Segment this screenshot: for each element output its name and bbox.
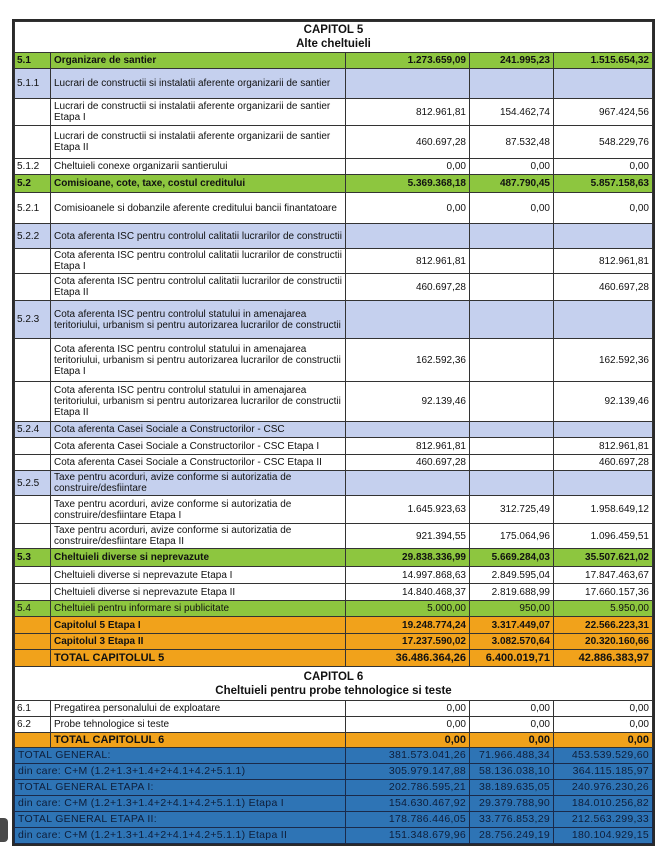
row-value-total bbox=[554, 471, 653, 496]
row-value-total bbox=[554, 69, 653, 99]
row-value-total: 17.660.157,36 bbox=[554, 584, 653, 601]
row-value-2: 487.790,45 bbox=[470, 175, 554, 193]
row-value-2: 241.995,23 bbox=[470, 53, 554, 69]
row-description: Capitolul 5 Etapa I bbox=[51, 617, 346, 634]
row-value-1 bbox=[346, 69, 470, 99]
chapter6-subtitle: Cheltuieli pentru probe tehnologice si teste bbox=[215, 684, 452, 697]
row-code: 5.2 bbox=[15, 175, 51, 193]
row-value-1: 0,00 bbox=[346, 193, 470, 224]
grand-total-value-total: 453.539.529,60 bbox=[554, 748, 653, 764]
row-code bbox=[15, 382, 51, 422]
row-description: Organizare de santier bbox=[51, 53, 346, 69]
row-value-1 bbox=[346, 422, 470, 438]
row-description: Cheltuieli diverse si neprevazute bbox=[51, 549, 346, 567]
chapter6-header bbox=[15, 667, 653, 701]
table-row bbox=[15, 701, 653, 717]
row-value-1: 921.394,55 bbox=[346, 524, 470, 549]
row-value-total: 548.229,76 bbox=[554, 126, 653, 159]
row-value-2: 0,00 bbox=[470, 733, 554, 748]
grand-total-value-2: 28.756.249,19 bbox=[470, 828, 554, 844]
row-code: 6.2 bbox=[15, 717, 51, 733]
row-value-total: 162.592,36 bbox=[554, 339, 653, 382]
row-description: Cota aferenta Casei Sociale a Constructorilor - CSC bbox=[51, 422, 346, 438]
grand-total-label: din care: C+M (1.2+1.3+1.4+2+4.1+4.2+5.1.1) bbox=[15, 764, 346, 780]
row-value-1: 162.592,36 bbox=[346, 339, 470, 382]
row-value-1: 812.961,81 bbox=[346, 249, 470, 274]
row-value-total: 42.886.383,97 bbox=[554, 650, 653, 667]
table-row bbox=[15, 438, 653, 455]
row-description: Cheltuieli diverse si neprevazute Etapa II bbox=[51, 584, 346, 601]
scan-edge-tab bbox=[0, 818, 8, 842]
row-value-2 bbox=[470, 455, 554, 471]
row-value-total: 812.961,81 bbox=[554, 249, 653, 274]
row-value-total: 20.320.160,66 bbox=[554, 634, 653, 650]
table-row bbox=[15, 650, 653, 667]
row-value-total: 5.950,00 bbox=[554, 601, 653, 617]
row-value-1: 0,00 bbox=[346, 701, 470, 717]
grand-total-row bbox=[15, 748, 653, 764]
grand-total-value-2: 38.189.635,05 bbox=[470, 780, 554, 796]
row-description: Cota aferenta ISC pentru controlul calitatii lucrarilor de constructii Etapa II bbox=[51, 274, 346, 301]
row-code: 5.2.3 bbox=[15, 301, 51, 339]
table-row bbox=[15, 175, 653, 193]
row-value-1: 14.840.468,37 bbox=[346, 584, 470, 601]
row-description: Cheltuieli conexe organizarii santierului bbox=[51, 159, 346, 175]
table-row bbox=[15, 524, 653, 549]
budget-table bbox=[14, 21, 653, 844]
row-value-total bbox=[554, 422, 653, 438]
row-description: Cota aferenta ISC pentru controlul calitatii lucrarilor de constructii bbox=[51, 224, 346, 249]
row-code bbox=[15, 455, 51, 471]
row-description: Taxe pentru acorduri, avize conforme si autorizatia de construire/desfiintare bbox=[51, 471, 346, 496]
row-description: Cota aferenta ISC pentru controlul statului in amenajarea teritoriului, urbanism si pentru autorizarea lucrarilor de constructii Etapa I bbox=[51, 339, 346, 382]
row-value-total: 22.566.223,31 bbox=[554, 617, 653, 634]
row-value-2: 950,00 bbox=[470, 601, 554, 617]
row-value-2: 175.064,96 bbox=[470, 524, 554, 549]
table-row bbox=[15, 455, 653, 471]
table-row bbox=[15, 717, 653, 733]
row-value-1: 460.697,28 bbox=[346, 126, 470, 159]
grand-total-value-2: 29.379.788,90 bbox=[470, 796, 554, 812]
chapter5-header bbox=[15, 22, 653, 53]
row-value-2: 2.819.688,99 bbox=[470, 584, 554, 601]
grand-total-value-1: 202.786.595,21 bbox=[346, 780, 470, 796]
row-value-1: 460.697,28 bbox=[346, 455, 470, 471]
table-row bbox=[15, 193, 653, 224]
table-row bbox=[15, 549, 653, 567]
grand-total-label: TOTAL GENERAL ETAPA II: bbox=[15, 812, 346, 828]
grand-total-value-1: 151.348.679,96 bbox=[346, 828, 470, 844]
grand-total-value-1: 381.573.041,26 bbox=[346, 748, 470, 764]
row-value-1: 1.645.923,63 bbox=[346, 496, 470, 524]
grand-total-label: TOTAL GENERAL ETAPA I: bbox=[15, 780, 346, 796]
table-row bbox=[15, 339, 653, 382]
row-value-total: 17.847.463,67 bbox=[554, 567, 653, 584]
budget-sheet bbox=[12, 19, 655, 846]
row-code: 5.1 bbox=[15, 53, 51, 69]
row-value-2: 0,00 bbox=[470, 193, 554, 224]
row-code bbox=[15, 99, 51, 126]
row-value-2: 0,00 bbox=[470, 159, 554, 175]
row-code bbox=[15, 496, 51, 524]
row-code: 5.3 bbox=[15, 549, 51, 567]
row-code bbox=[15, 249, 51, 274]
row-description: Taxe pentru acorduri, avize conforme si autorizatia de construire/desfiintare Etapa I bbox=[51, 496, 346, 524]
row-value-total: 5.857.158,63 bbox=[554, 175, 653, 193]
row-description: TOTAL CAPITOLUL 5 bbox=[51, 650, 346, 667]
row-description: Cota aferenta ISC pentru controlul calitatii lucrarilor de constructii Etapa I bbox=[51, 249, 346, 274]
row-code bbox=[15, 339, 51, 382]
table-row bbox=[15, 301, 653, 339]
row-value-1: 29.838.336,99 bbox=[346, 549, 470, 567]
row-description: Probe tehnologice si teste bbox=[51, 717, 346, 733]
table-row bbox=[15, 601, 653, 617]
grand-total-value-total: 240.976.230,26 bbox=[554, 780, 653, 796]
table-row bbox=[15, 496, 653, 524]
table-row bbox=[15, 584, 653, 601]
table-row bbox=[15, 733, 653, 748]
row-value-1: 812.961,81 bbox=[346, 99, 470, 126]
row-value-total: 460.697,28 bbox=[554, 455, 653, 471]
table-row bbox=[15, 634, 653, 650]
row-value-2 bbox=[470, 249, 554, 274]
row-value-total bbox=[554, 301, 653, 339]
row-value-1: 36.486.364,26 bbox=[346, 650, 470, 667]
row-value-total: 1.515.654,32 bbox=[554, 53, 653, 69]
row-value-2 bbox=[470, 438, 554, 455]
row-value-2: 3.082.570,64 bbox=[470, 634, 554, 650]
row-description: Cota aferenta ISC pentru controlul statului in amenajarea teritoriului, urbanism si pentru autorizarea lucrarilor de constructii Etapa II bbox=[51, 382, 346, 422]
row-value-1: 460.697,28 bbox=[346, 274, 470, 301]
row-value-total: 967.424,56 bbox=[554, 99, 653, 126]
row-value-total: 92.139,46 bbox=[554, 382, 653, 422]
row-value-2 bbox=[470, 422, 554, 438]
row-value-1: 812.961,81 bbox=[346, 438, 470, 455]
row-description: Cheltuieli pentru informare si publicitate bbox=[51, 601, 346, 617]
row-value-total: 0,00 bbox=[554, 193, 653, 224]
row-code: 5.2.1 bbox=[15, 193, 51, 224]
row-code: 5.2.2 bbox=[15, 224, 51, 249]
grand-total-value-2: 71.966.488,34 bbox=[470, 748, 554, 764]
grand-total-label: TOTAL GENERAL: bbox=[15, 748, 346, 764]
row-description: TOTAL CAPITOLUL 6 bbox=[51, 733, 346, 748]
table-row bbox=[15, 617, 653, 634]
row-value-total bbox=[554, 224, 653, 249]
row-code: 6.1 bbox=[15, 701, 51, 717]
row-code bbox=[15, 126, 51, 159]
grand-total-value-total: 212.563.299,33 bbox=[554, 812, 653, 828]
row-value-2: 312.725,49 bbox=[470, 496, 554, 524]
row-value-2 bbox=[470, 69, 554, 99]
row-value-1: 0,00 bbox=[346, 717, 470, 733]
row-value-2: 154.462,74 bbox=[470, 99, 554, 126]
row-value-total: 0,00 bbox=[554, 717, 653, 733]
grand-total-value-2: 58.136.038,10 bbox=[470, 764, 554, 780]
table-row bbox=[15, 471, 653, 496]
row-code bbox=[15, 274, 51, 301]
row-description: Cota aferenta Casei Sociale a Constructorilor - CSC Etapa I bbox=[51, 438, 346, 455]
row-code: 5.2.4 bbox=[15, 422, 51, 438]
table-row bbox=[15, 126, 653, 159]
row-value-2 bbox=[470, 274, 554, 301]
table-row bbox=[15, 249, 653, 274]
row-value-1: 5.369.368,18 bbox=[346, 175, 470, 193]
row-value-1: 17.237.590,02 bbox=[346, 634, 470, 650]
row-code bbox=[15, 733, 51, 748]
row-value-2 bbox=[470, 339, 554, 382]
row-value-total: 0,00 bbox=[554, 159, 653, 175]
grand-total-value-2: 33.776.853,29 bbox=[470, 812, 554, 828]
row-description: Comisioane, cote, taxe, costul creditului bbox=[51, 175, 346, 193]
row-value-1: 19.248.774,24 bbox=[346, 617, 470, 634]
row-value-1 bbox=[346, 224, 470, 249]
grand-total-label: din care: C+M (1.2+1.3+1.4+2+4.1+4.2+5.1.1) Etapa I bbox=[15, 796, 346, 812]
row-value-total: 460.697,28 bbox=[554, 274, 653, 301]
row-code bbox=[15, 438, 51, 455]
row-value-total: 1.958.649,12 bbox=[554, 496, 653, 524]
row-value-total: 0,00 bbox=[554, 701, 653, 717]
row-value-2: 5.669.284,03 bbox=[470, 549, 554, 567]
table-row bbox=[15, 567, 653, 584]
row-description: Lucrari de constructii si instalatii aferente organizarii de santier bbox=[51, 69, 346, 99]
chapter5-title: CAPITOL 5 bbox=[303, 24, 364, 36]
row-value-1: 92.139,46 bbox=[346, 382, 470, 422]
row-description: Capitolul 3 Etapa II bbox=[51, 634, 346, 650]
row-code bbox=[15, 650, 51, 667]
table-row bbox=[15, 422, 653, 438]
table-row bbox=[15, 274, 653, 301]
row-description: Lucrari de constructii si instalatii aferente organizarii de santier Etapa I bbox=[51, 99, 346, 126]
row-value-2: 87.532,48 bbox=[470, 126, 554, 159]
chapter5-subtitle: Alte cheltuieli bbox=[296, 38, 371, 50]
grand-total-value-1: 178.786.446,05 bbox=[346, 812, 470, 828]
row-code bbox=[15, 524, 51, 549]
grand-total-row bbox=[15, 780, 653, 796]
row-value-1 bbox=[346, 471, 470, 496]
chapter6-title: CAPITOL 6 bbox=[303, 670, 364, 683]
table-row bbox=[15, 53, 653, 69]
row-value-1: 0,00 bbox=[346, 159, 470, 175]
row-value-1 bbox=[346, 301, 470, 339]
row-value-1: 0,00 bbox=[346, 733, 470, 748]
row-value-2 bbox=[470, 382, 554, 422]
row-description: Cheltuieli diverse si neprevazute Etapa I bbox=[51, 567, 346, 584]
row-value-2 bbox=[470, 471, 554, 496]
table-row bbox=[15, 224, 653, 249]
row-value-total: 812.961,81 bbox=[554, 438, 653, 455]
row-value-1: 1.273.659,09 bbox=[346, 53, 470, 69]
grand-total-value-total: 184.010.256,82 bbox=[554, 796, 653, 812]
row-value-2: 2.849.595,04 bbox=[470, 567, 554, 584]
table-row bbox=[15, 159, 653, 175]
row-value-2: 0,00 bbox=[470, 717, 554, 733]
grand-total-value-1: 154.630.467,92 bbox=[346, 796, 470, 812]
grand-total-row bbox=[15, 764, 653, 780]
grand-total-value-1: 305.979.147,88 bbox=[346, 764, 470, 780]
row-code: 5.2.5 bbox=[15, 471, 51, 496]
table-row bbox=[15, 69, 653, 99]
row-description: Comisioanele si dobanzile aferente creditului bancii finantatoare bbox=[51, 193, 346, 224]
row-description: Cota aferenta ISC pentru controlul statului in amenajarea teritoriului, urbanism si pentru autorizarea lucrarilor de constructii bbox=[51, 301, 346, 339]
grand-total-value-total: 364.115.185,97 bbox=[554, 764, 653, 780]
row-code: 5.4 bbox=[15, 601, 51, 617]
row-code bbox=[15, 584, 51, 601]
row-value-2: 3.317.449,07 bbox=[470, 617, 554, 634]
table-row bbox=[15, 382, 653, 422]
row-value-total: 0,00 bbox=[554, 733, 653, 748]
row-code bbox=[15, 634, 51, 650]
grand-total-row bbox=[15, 796, 653, 812]
row-value-2: 0,00 bbox=[470, 701, 554, 717]
row-code: 5.1.2 bbox=[15, 159, 51, 175]
row-description: Cota aferenta Casei Sociale a Constructorilor - CSC Etapa II bbox=[51, 455, 346, 471]
table-row bbox=[15, 99, 653, 126]
row-value-total: 35.507.621,02 bbox=[554, 549, 653, 567]
grand-total-row bbox=[15, 828, 653, 844]
row-value-1: 5.000,00 bbox=[346, 601, 470, 617]
row-code bbox=[15, 617, 51, 634]
row-code: 5.1.1 bbox=[15, 69, 51, 99]
row-code bbox=[15, 567, 51, 584]
row-description: Pregatirea personalului de exploatare bbox=[51, 701, 346, 717]
grand-total-row bbox=[15, 812, 653, 828]
grand-total-label: din care: C+M (1.2+1.3+1.4+2+4.1+4.2+5.1.1) Etapa II bbox=[15, 828, 346, 844]
row-value-total: 1.096.459,51 bbox=[554, 524, 653, 549]
row-value-2 bbox=[470, 224, 554, 249]
row-value-2: 6.400.019,71 bbox=[470, 650, 554, 667]
row-value-2 bbox=[470, 301, 554, 339]
row-description: Lucrari de constructii si instalatii aferente organizarii de santier Etapa II bbox=[51, 126, 346, 159]
grand-total-value-total: 180.104.929,15 bbox=[554, 828, 653, 844]
row-description: Taxe pentru acorduri, avize conforme si autorizatia de construire/desfiintare Etapa II bbox=[51, 524, 346, 549]
row-value-1: 14.997.868,63 bbox=[346, 567, 470, 584]
